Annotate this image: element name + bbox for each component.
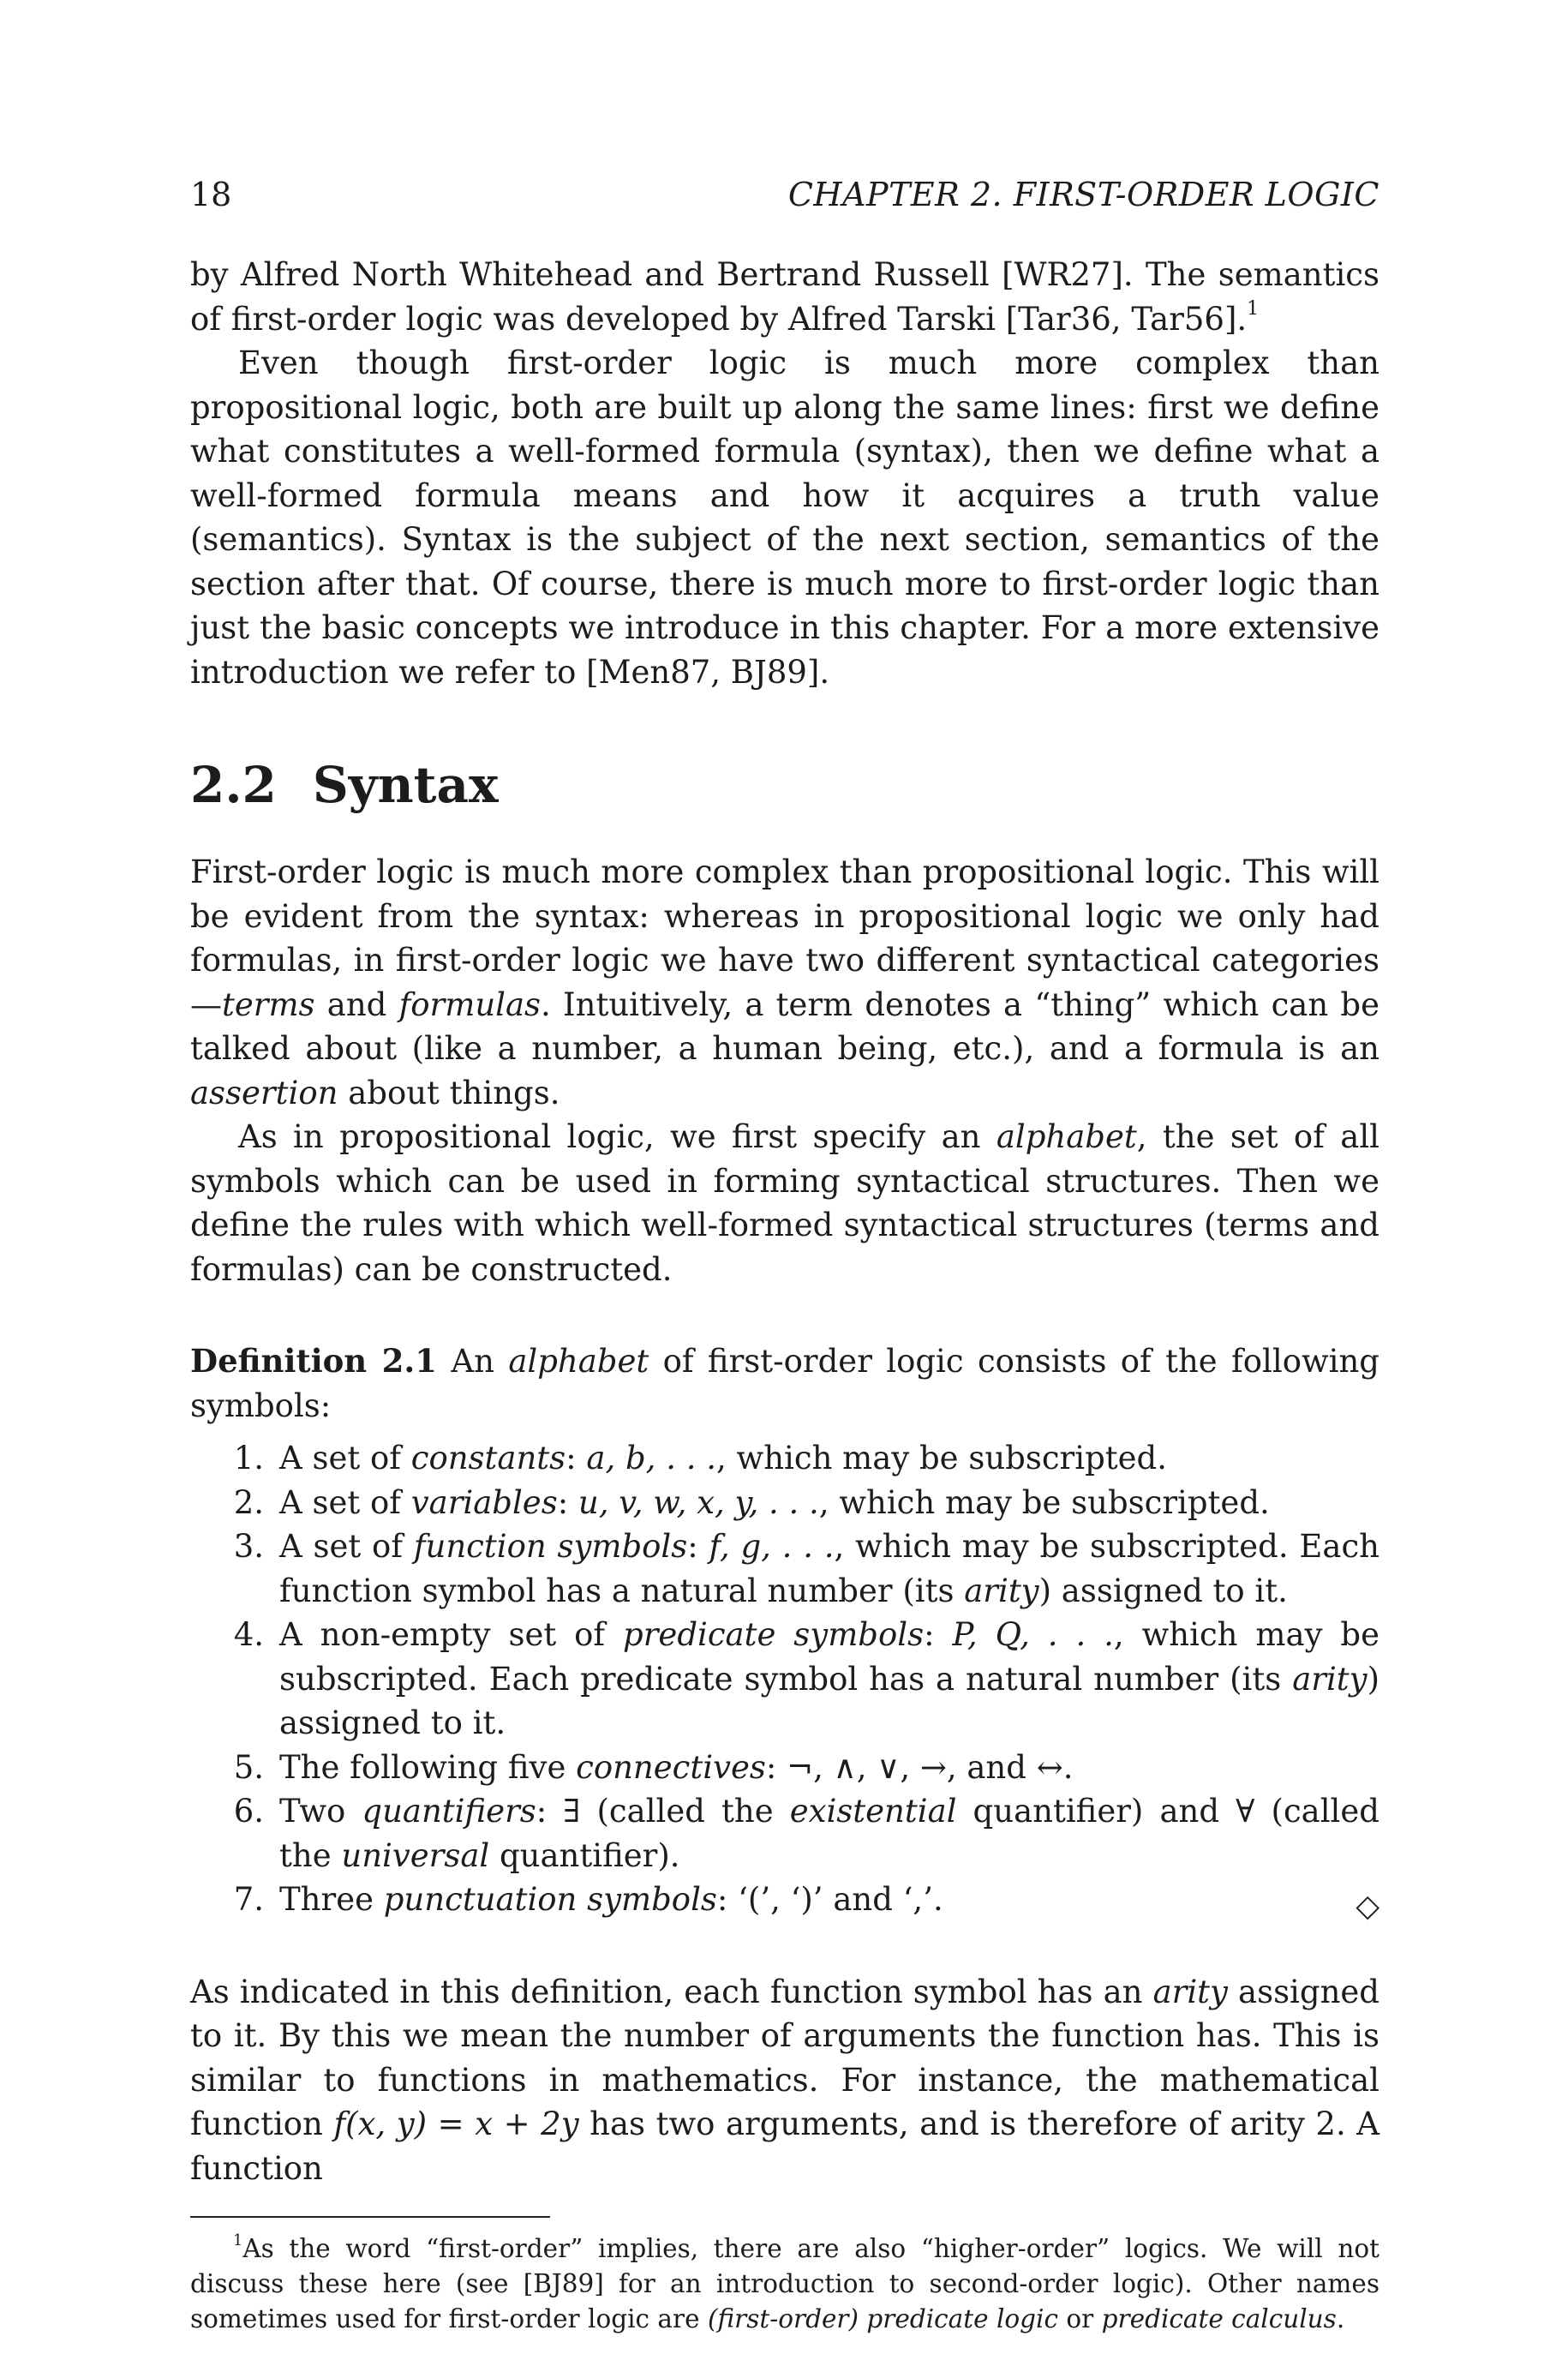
page-number: 18 [190,176,232,213]
item-text-a: A set of [279,1440,411,1477]
item-term-arity: arity [1292,1660,1368,1698]
item-text-c: quantifier) and ∀ (called the [279,1793,1379,1874]
definition-label: Definition 2.1 [190,1342,438,1380]
syntax-p1-text-a: First-order logic is much more complex than propositional logic. This will be evident from the syntax: whereas in propositional logic we only had formulas, in first-order logic we have two different syntactical categories— [190,854,1379,1023]
item-term-universal: universal [341,1836,490,1874]
footnote-text-e: . [1336,2304,1345,2333]
footnote-text-c: or [1058,2304,1102,2333]
item-text-c: . [1062,1748,1074,1786]
item-text-a: Two [279,1793,362,1830]
item-text-b: : ‘(’, ‘)’ and ‘,’. [716,1881,943,1918]
closing-paragraph [190,1970,1379,2191]
list-item [190,1436,1379,1481]
item-math: a, b, . . . [586,1440,717,1477]
definition-intro [190,1339,1379,1428]
footnote-term-predicate-calculus: predicate calculus [1101,2304,1337,2333]
item-text-c: , which may be subscripted. Each predicate symbol has a natural number (its [279,1616,1379,1698]
item-number: 4. [233,1616,264,1653]
closing-term-arity: arity [1152,1973,1228,2010]
list-item [190,1613,1379,1746]
item-term: punctuation symbols [383,1881,717,1918]
end-of-definition-icon: ◇ [1356,1889,1379,1924]
item-term-existential: existential [789,1793,957,1830]
definition-term-alphabet: alphabet [508,1343,649,1380]
item-number: 1. [233,1440,264,1477]
footnote [190,2231,1379,2337]
item-term: quantifiers [362,1793,536,1830]
list-item [190,1481,1379,1525]
definition-intro-b: of first-order logic consists of the following symbols: [190,1343,1379,1424]
item-text-b: : [765,1748,787,1786]
item-text-a: The following five [279,1748,577,1786]
syntax-p2-text-a: As in propositional logic, we first specify an [238,1118,996,1155]
item-term-arity: arity [964,1572,1039,1609]
intro-paragraph-1 [190,253,1379,341]
chapter-title: CHAPTER 2. FIRST-ORDER LOGIC [787,176,1379,213]
item-text-b: : [687,1528,709,1565]
syntax-p1-text-b: and [314,985,399,1023]
item-text-a: A set of [279,1483,411,1521]
closing-text-b: assigned to it. By this we mean the number of arguments the function has. This is similar to functions in mathematics. For instance, the mathematical function [190,1973,1379,2142]
footnote-number: 1 [233,2231,243,2249]
item-number: 5. [233,1748,264,1786]
running-head [190,176,1379,227]
item-math: P, Q, . . . [952,1616,1114,1653]
intro-paragraph-2: Even though first-order logic is much more complex than propositional logic, both are built up along the same lines: first we define what constitutes a well-formed formula (syntax), then we define what a well-formed formula means and how it acquires a truth value (semantics). Syntax is the subject of the next section, semantics of the section after that. Of course, there is much more to first-order logic than just the basic concepts we introduce in this chapter. For a more extensive introduction we refer to [Men87, BJ89]. [190,344,1379,691]
item-text [279,1789,1379,1878]
footnote-text-a: As the word “first-order” implies, there are also “higher-order” logics. We will not discuss these here (see [BJ89] for an introduction to second-order logic). Other names sometimes used for first-order logic are [190,2234,1379,2333]
section-title: Syntax [312,756,499,814]
item-text [279,1746,1379,1790]
item-text-b: : [557,1483,578,1521]
syntax-p1-text-c: . Intuitively, a term denotes a “thing” which can be talked about (like a number, a human being, etc.), and a formula is an [190,985,1379,1067]
list-item [190,1789,1379,1878]
term-formulas: formulas [398,985,542,1023]
intro-text-1: by Alfred North Whitehead and Bertrand Russell [WR27]. The semantics of first-order logic was developed by Alfred Tarski [Tar36, Tar56]. [190,256,1379,338]
item-text-d: quantifier). [489,1836,680,1874]
closing-formula: f(x, y) = x + 2y [333,2105,579,2142]
definition-intro-a: An [437,1343,509,1380]
term-assertion: assertion [190,1074,338,1111]
item-text-a: A set of [279,1528,414,1565]
item-term: variables [410,1483,558,1521]
item-text-c: , which may be subscripted. Each function symbol has a natural number (its [279,1528,1379,1609]
closing-text-c: has two arguments, and is therefore of arity 2. A function [190,2105,1379,2187]
item-text-b: : [566,1440,587,1477]
item-connectives: ¬, ∧, ∨, →, and ↔ [787,1748,1063,1786]
item-text [279,1613,1379,1746]
item-number: 6. [233,1793,264,1830]
item-number: 3. [233,1528,264,1565]
section-number: 2.2 [190,756,277,814]
footnote-term-predicate-logic: (first-order) predicate logic [707,2304,1058,2333]
item-text-a: Three [279,1881,384,1918]
item-text [279,1481,1379,1525]
item-text-d: ) assigned to it. [1038,1572,1288,1609]
item-term: connectives [576,1748,766,1786]
term-terms: terms [222,985,315,1023]
syntax-paragraph-1 [190,850,1379,1115]
item-text-c: , which may be subscripted. [716,1440,1167,1477]
page [190,176,1379,2363]
footnote-marker: 1 [1247,297,1260,320]
item-text [279,1878,1379,1922]
list-item [190,1524,1379,1613]
footnote-divider [190,2216,550,2218]
item-number: 7. [233,1881,264,1918]
item-term: constants [410,1440,566,1477]
closing-text-a: As indicated in this definition, each function symbol has an [190,1973,1153,2010]
term-alphabet: alphabet [996,1118,1137,1155]
item-math: u, v, w, x, y, . . . [578,1483,819,1521]
syntax-paragraph-2 [190,1115,1379,1291]
item-math: f, g, . . . [709,1528,835,1565]
list-item [190,1746,1379,1790]
list-item [190,1878,1379,1922]
item-text [279,1436,1379,1481]
item-text-a: A non-empty set of [279,1616,624,1653]
item-term: predicate symbols [623,1616,925,1653]
item-text [279,1524,1379,1613]
syntax-p1-text-d: about things. [338,1074,560,1111]
section-heading [190,756,1379,816]
item-text-d: ) assigned to it. [279,1660,1379,1741]
item-number: 2. [233,1483,264,1521]
symbol-list [190,1436,1379,1922]
item-text-c: , which may be subscripted. [818,1483,1270,1521]
syntax-p2-text-b: , the set of all symbols which can be used in forming syntactical structures. Then we define the rules with which well-formed syntactical structures (terms and formulas) can be constructed. [190,1118,1379,1288]
definition-block [190,1339,1379,1922]
item-text-b: : [924,1616,953,1653]
item-term: function symbols [413,1528,688,1565]
item-text-b: : ∃ (called the [536,1793,790,1830]
